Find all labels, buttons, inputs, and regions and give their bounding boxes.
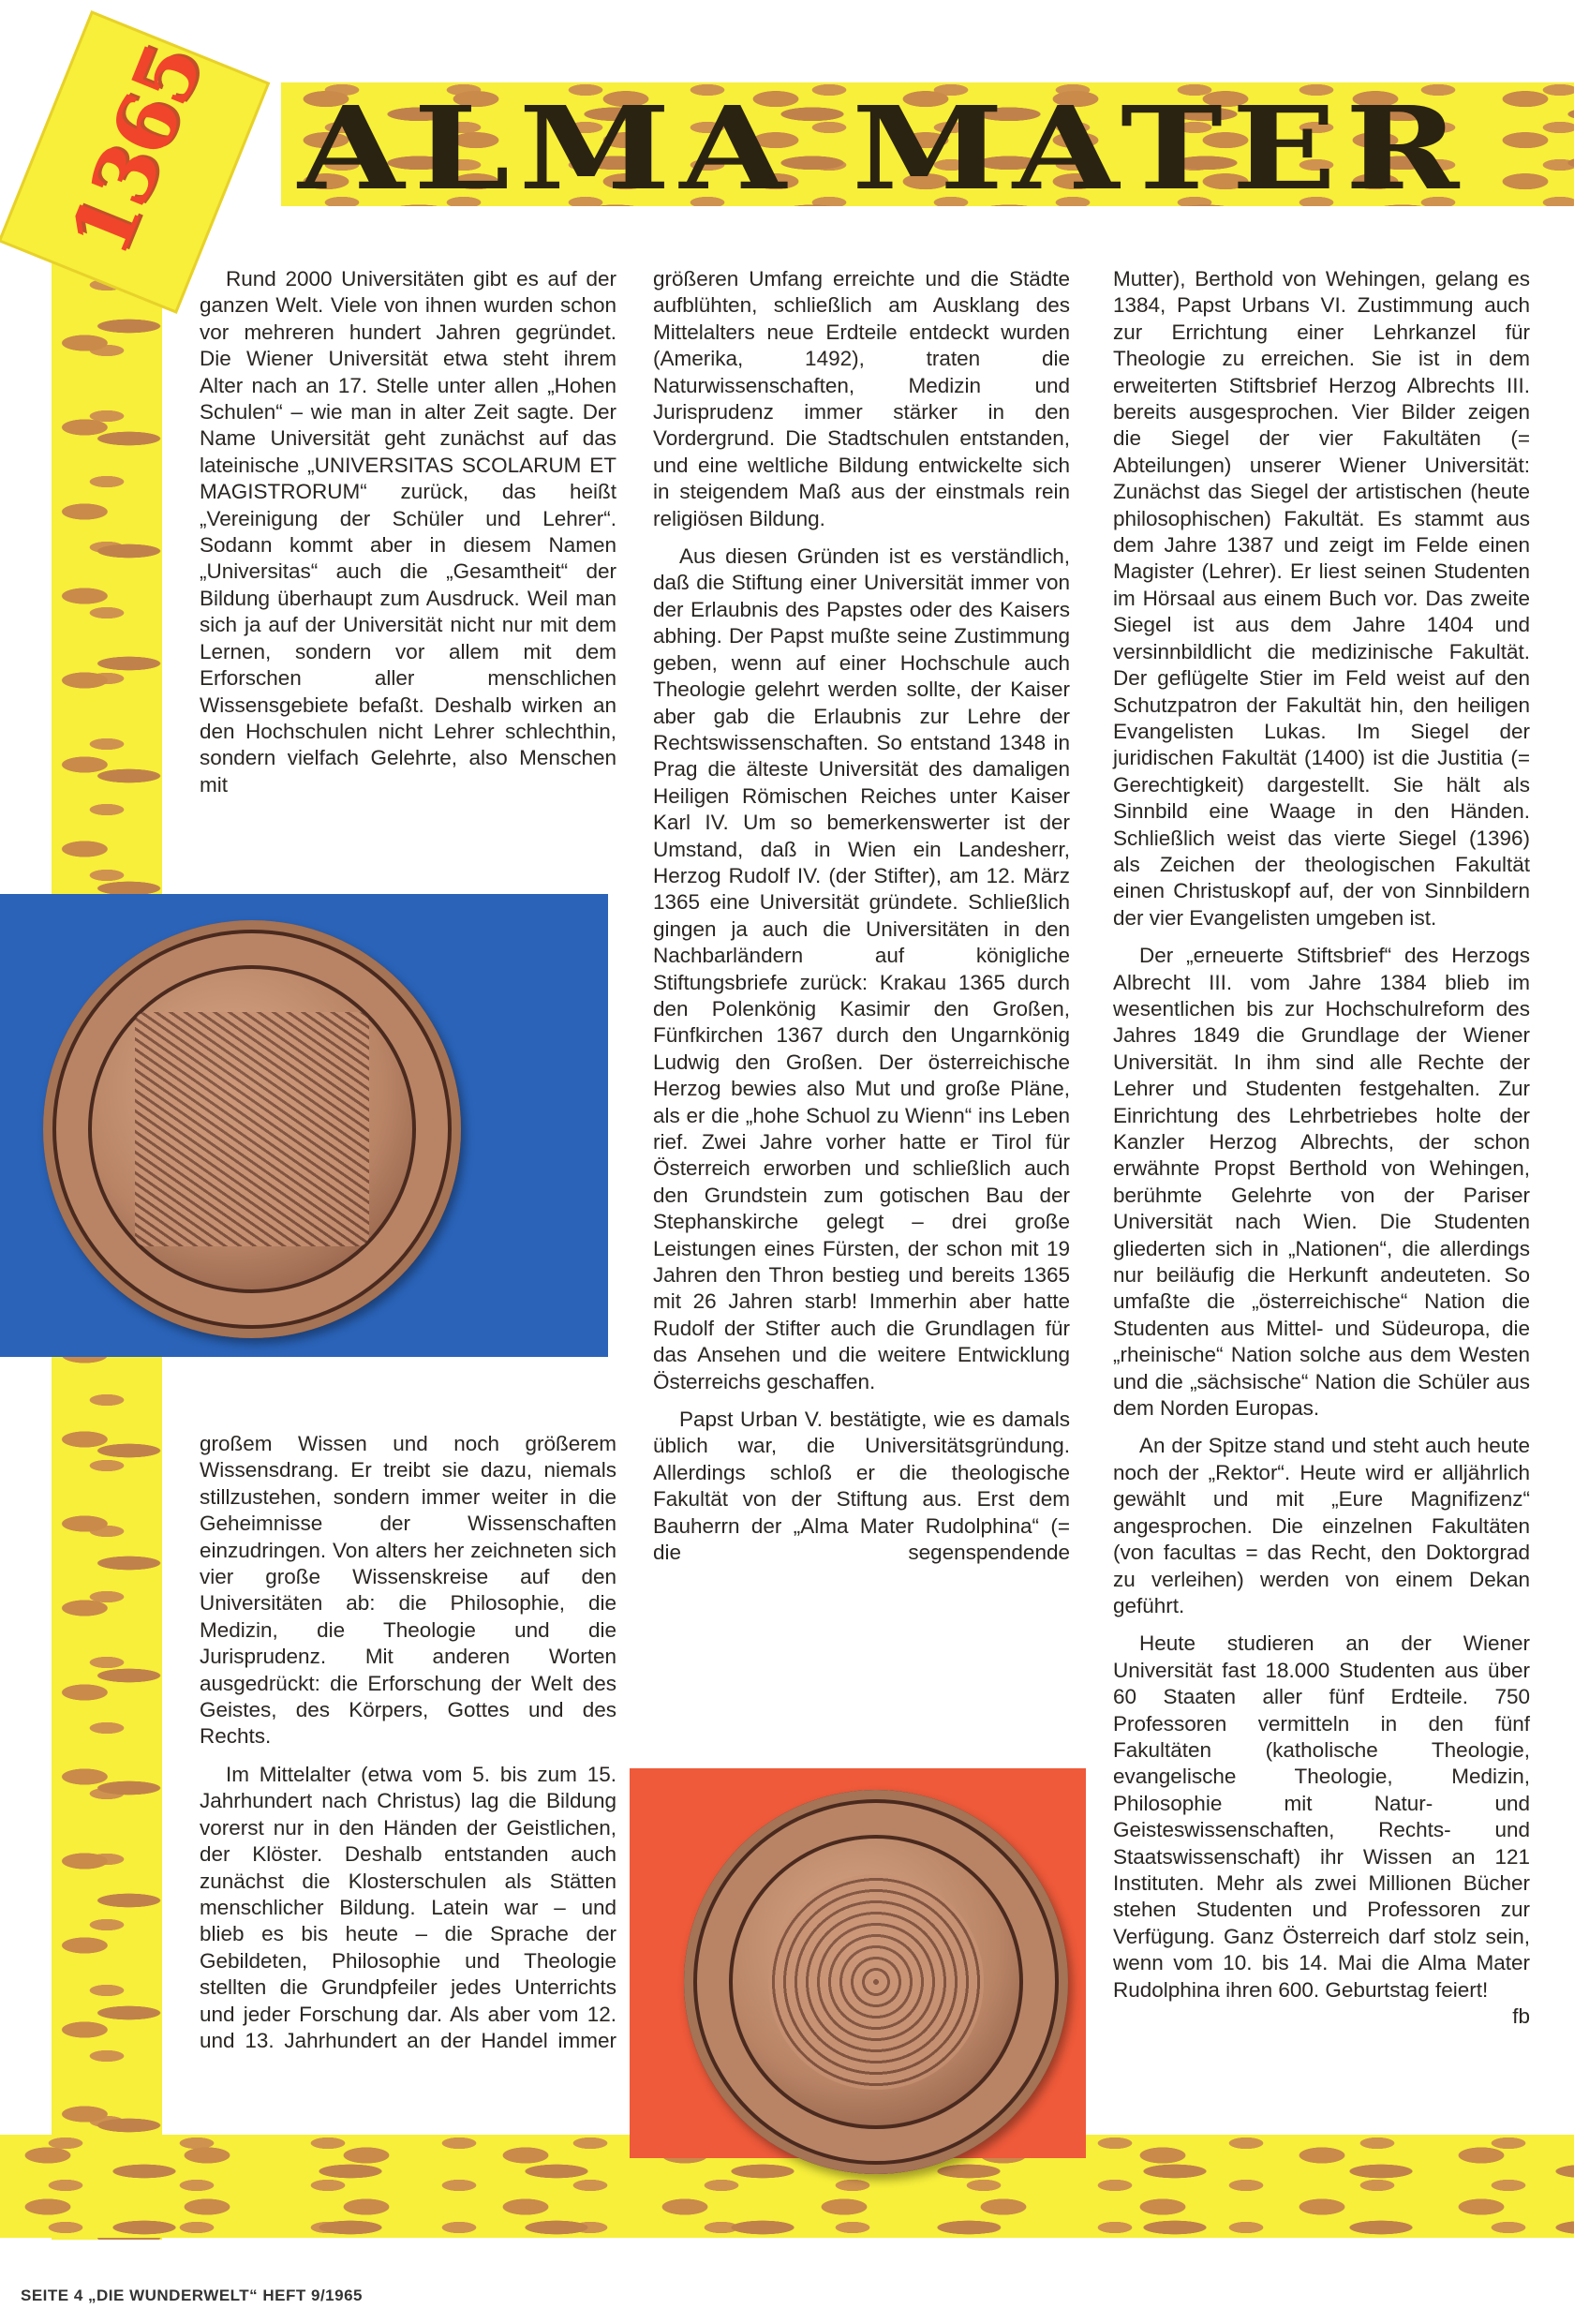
page-title: ALMA MATER xyxy=(298,81,1468,216)
page-footer: SEITE 4 „DIE WUNDERWELT“ HEFT 9/1965 xyxy=(21,2287,363,2304)
paragraph: Der „erneuerte Stiftsbrief“ des Herzogs Albrecht III. vom Jahre 1384 blieb im wesentlichen bis zur Hochschulreform des Jahres 1849 die Grundlage der Wiener Universität. In ihm sind alle Rechte der Lehrer und Studenten festgehalten. Zur Einrichtung des Lehrbetriebes holte der Kanzler Herzog Albrechts, der schon erwähnte Propst Berthold von Wehingen, berühmte Gelehrte von der Pariser Universität nach Wien. Die Studenten gliederten sich in „Nationen“, die allerdings nur beiläufig die Herkunft andeuteten. So umfaßte die „österreichische“ Nation die Studenten aus Mittel- und Südeuropa, die „rheinische“ Nation solche aus dem Westen und die „sächsische“ Nation die Schüler aus dem Norden Europas. xyxy=(1113,944,1530,1421)
seal-engraving xyxy=(768,1874,984,2090)
paragraph: Mutter), Berthold von Wehingen, gelang es 1384, Papst Urbans VI. Zustimmung auch zur Errichtung einer Lehrkanzel für Theologie zu erreichen. Sie ist in dem erweiterten Stiftsbrief Herzog Albrechts III. bereits ausgesprochen. Vier Bilder zeigen die Siegel der vier Fakultäten (= Abteilungen) unserer Wiener Universität: Zunächst das Siegel der artistischen (heute philosophischen) Fakultät. Es stammt aus dem Jahre 1387 und zeigt im Felde einen Magister (Lehrer). Er liest seinen Studenten im Hörsaal aus einem Buch vor. Das zweite Siegel ist aus dem Jahre 1404 und versinnbildlicht die medizinische Fakultät. Der geflügelte Stier im Feld weist auf den Schutzpatron der Fakultät hin, den heiligen Evangelisten Lukas. Im Siegel der juridischen Fakultät (1400) ist die Justitia (= Gerechtigkeit) dargestellt. Sie hält als Sinnbild eine Waage in den Händen. Schließlich weist das vierte Siegel (1396) als Zeichen der theologischen Fakultät einen Christuskopf auf, der von Sinnbildern der vier Evangelisten umgeben ist. xyxy=(1113,267,1530,930)
article-column-1-top xyxy=(200,266,616,810)
seal-artistic-faculty-image xyxy=(43,920,461,1338)
paragraph: Rund 2000 Universitäten gibt es auf der ganzen Welt. Viele von ihnen wurden schon vor mehreren hundert Jahren gegründet. Die Wiener Universität etwa steht ihrem Alter nach an 17. Stelle unter allen „Hohen Schulen“ – wie man in alter Zeit sagte. Der Name Universität geht zunächst auf das lateinische „UNIVERSITAS SCOLARUM ET MAGISTRORUM“ zurück, das heißt „Vereinigung der Schüler und Lehrer“. Sodann kommt aber in diesem Namen „Universitas“ auch die „Gesamtheit“ der Bildung überhaupt zum Ausdruck. Weil man sich ja auf der Universität nicht nur mit dem Lernen, sondern vor allem mit dem Erforschen aller menschlichen Wissensgebiete befaßt. Deshalb wirken an den Hochschulen nicht Lehrer schlechthin, sondern vielfach Gelehrte, also Menschen mit xyxy=(200,267,616,797)
paragraph: größeren Umfang erreichte und die Städte aufblühten, schließlich am Ausklang des Mittelalters neue Erdteile entdeckt wurden (Amerika, 1492), traten die Naturwissenschaften, Medizin und Jurisprudenz immer stärker in den Vordergrund. Die Stadtschulen entstanden, und eine weltliche Bildung entwickelte sich in steigendem Maß aus der einstmals rein religiösen Bildung. xyxy=(653,267,1070,530)
article-column-1-bottom xyxy=(200,1431,616,2065)
author-signature: fb xyxy=(1512,2004,1530,2028)
paragraph: Im Mittelalter (etwa vom 5. bis zum 15. Jahrhundert nach Christus) lag die Bildung vorerst nur in den Händen der Geistlichen, der Klöster. Deshalb entstanden auch zunächst die Klosterschulen als Stätten menschlicher Bildung. Latein war – und blieb es bis heute – die Sprache der Gebildeten, Philosophie und Theologie stellten die Grundpfeiler jedes Unterrichts und jeder Forschung dar. Als aber vom 12. und 13. Jahrhundert an der Handel immer xyxy=(200,1762,616,2052)
paragraph: Papst Urban V. bestätigte, wie es damals üblich war, die Universitätsgründung. Allerdings schloß er die theologische Fakultät von der Stiftung aus. Erst dem Bauherrn der „Alma Mater Rudolphina“ (= die segenspendende xyxy=(653,1408,1070,1565)
year-label: 1365 xyxy=(52,32,221,269)
article-column-2 xyxy=(653,266,1070,1578)
paragraph: Heute studieren an der Wiener Universität fast 18.000 Studenten aus über 60 Staaten aller fünf Erdteile. 750 Professoren vermitteln in den fünf Fakultäten (katholische Theologie, evangelische Theologie, Medizin, Philosophie mit Natur- und Geisteswissenschaften, Rechts- und Staatswissenschaft) ihr Wissen an 121 Instituten. Mehr als zwei Millionen Bücher stehen Studenten und Professoren zur Verfügung. Ganz Österreich darf stolz sein, wenn vom 10. bis 14. Mai die Alma Mater Rudolphina ihren 600. Geburtstag feiert! xyxy=(1113,1631,1530,2002)
article-column-3 xyxy=(1113,266,1530,2030)
paragraph: An der Spitze stand und steht auch heute noch der „Rektor“. Heute wird er alljährlich gewählt und mit „Eure Magnifizenz“ angesprochen. Die einzelnen Fakultäten (von facultas = das Recht, den Doktorgrad zu verleihen) werden von einem Dekan geführt. xyxy=(1113,1434,1530,1617)
seal-engraving xyxy=(135,1012,369,1246)
paragraph: Aus diesen Gründen ist es verständlich, daß die Stiftung einer Universität immer von der Erlaubnis des Papstes oder des Kaisers abhing. Der Papst mußte seine Zustimmung geben, wenn auf einer Hochschule auch Theologie gelehrt werden sollte, der Kaiser aber gab die Erlaubnis zur Lehre der Rechtswissenschaften. So entstand 1348 in Prag die älteste Universität des damaligen Heiligen Römischen Reiches unter Kaiser Karl IV. Um so bemerkenswerter ist der Umstand, daß in Wien ein Landesherr, Herzog Rudolf IV. (der Stifter), am 12. März 1365 eine Universität gründete. Schließlich gingen ja auch die Universitäten in den Nachbarländern auf königliche Stiftungsbriefe zurück: Krakau 1365 durch den Polenkönig Kasimir den Großen, Fünfkirchen 1367 durch den Ungarnkönig Ludwig den Großen. Der österreichische Herzog bewies also Mut und große Pläne, als er die „hohe Schuol zu Wienn“ ins Leben rief. Zwei Jahre vorher hatte er Tirol für Österreich erworben und schließlich auch den Grundstein zum gotischen Bau der Stephanskirche gelegt – drei große Leistungen eines Fürsten, der schon mit 19 Jahren den Thron bestieg und bereits 1365 mit 26 Jahren starb! Immerhin aber hatte Rudolf der Stifter auch die Grundlagen für das Ansehen und die weitere Entwicklung Österreichs geschaffen. xyxy=(653,544,1070,1393)
paragraph: großem Wissen und noch größerem Wissensdrang. Er treibt sie dazu, niemals stillzustehen, sondern immer weiter in die Geheimnisse der Wissenschaften einzudringen. Von alters her zeichneten sich vier große Wissenskreise auf den Universitäten ab: die Philosophie, die Medizin, die Theologie und die Jurisprudenz. Mit anderen Worten ausgedrückt: die Erforschung der Welt des Geistes, des Körpers, Gottes und des Rechts. xyxy=(200,1432,616,1749)
seal-medical-faculty-image xyxy=(684,1790,1068,2174)
